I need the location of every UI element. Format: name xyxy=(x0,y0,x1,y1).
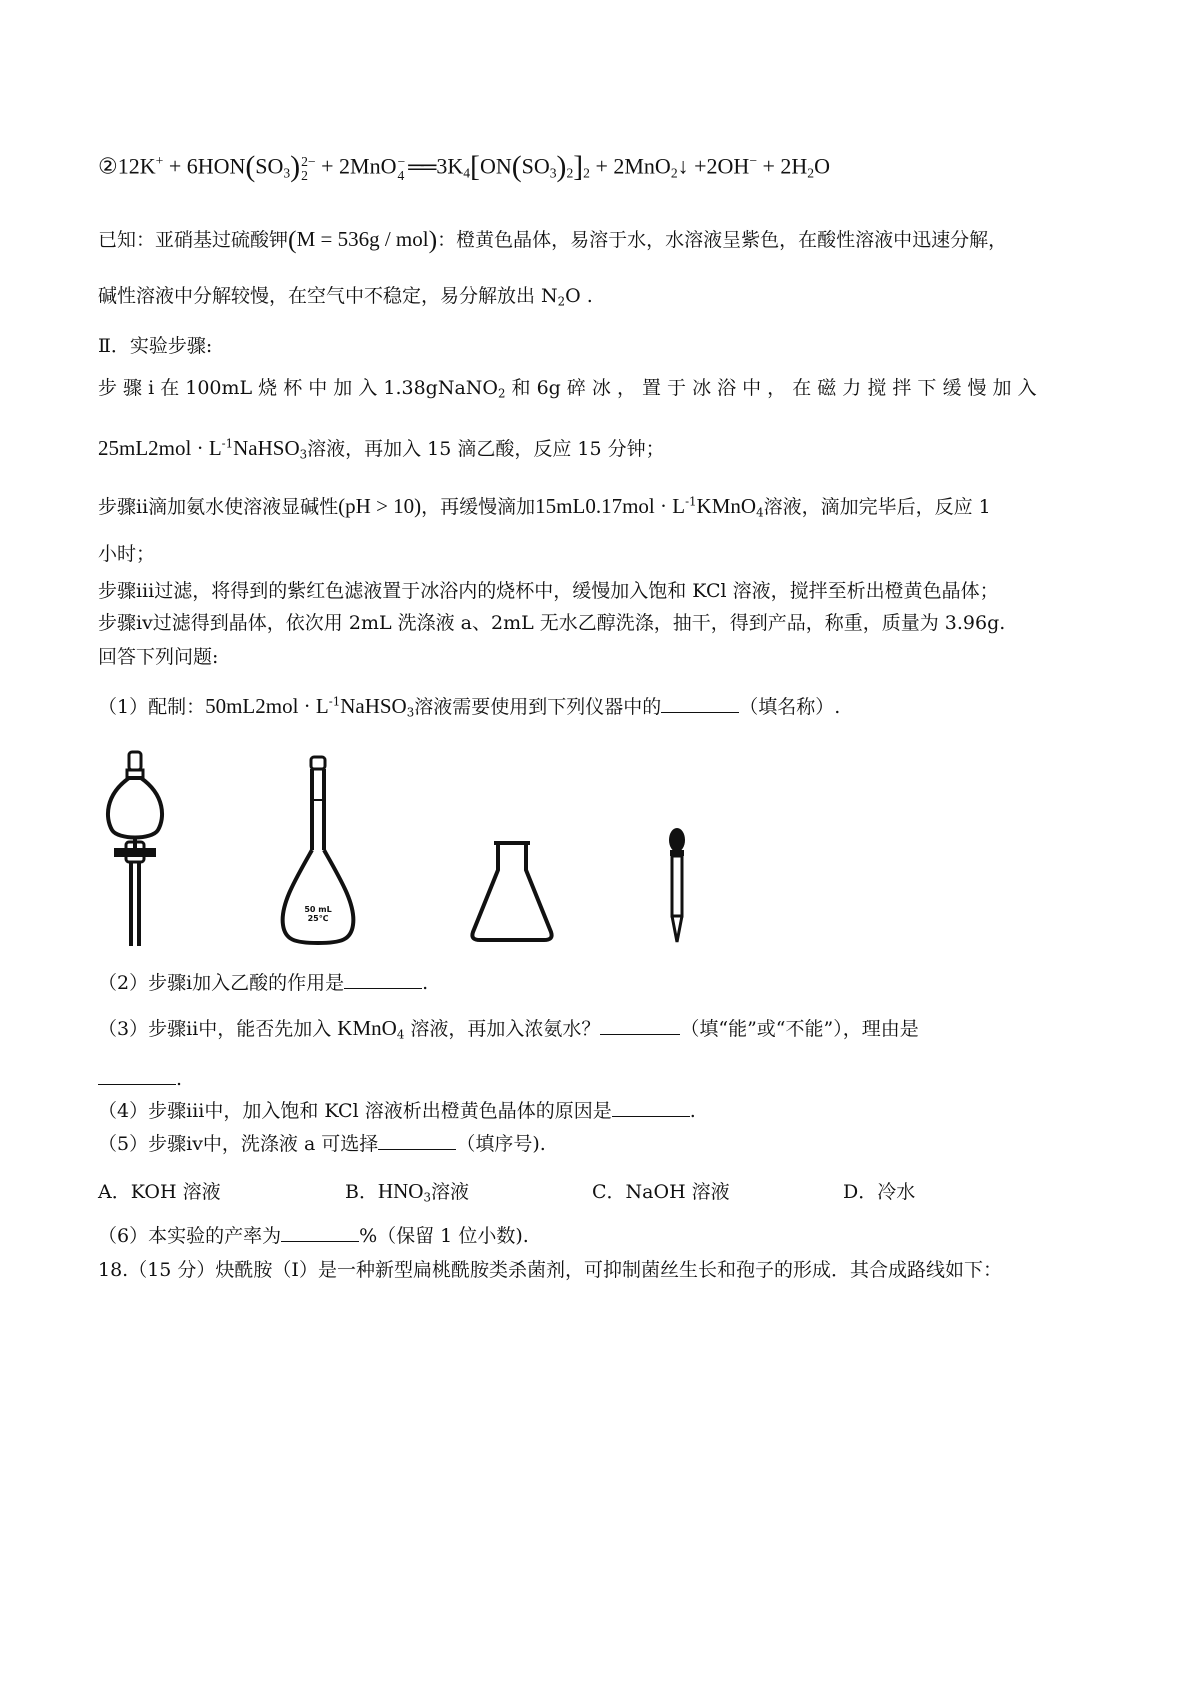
equation-marker: ② xyxy=(98,153,118,179)
step-4: 步骤ⅳ过滤得到晶体，依次用 2mL 洗涤液 a、2mL 无水乙醇洗涤，抽干，得到产品，称重，质量为 3.96g. xyxy=(98,612,1006,634)
option-b[interactable]: B．$HNO_3$溶液 xyxy=(345,1179,469,1205)
option-c[interactable]: C．NaOH 溶液 xyxy=(592,1181,730,1203)
question-2: （2）步骤ⅰ加入乙酸的作用是 . xyxy=(98,972,429,994)
question-5: （5）步骤ⅳ中，洗涤液 a 可选择 （填序号). xyxy=(98,1133,546,1155)
dropper-icon xyxy=(662,826,692,944)
flask-label: 50 mL 25℃ xyxy=(304,905,332,924)
separatory-funnel-icon xyxy=(100,750,170,950)
question-4: （4）步骤ⅲ中，加入饱和 KCl 溶液析出橙黄色晶体的原因是 . xyxy=(98,1100,696,1122)
answer-blank[interactable] xyxy=(344,987,422,989)
equals-arrow: ══ xyxy=(408,153,434,179)
reaction-equation: ②12K+ + $6HON(SO_3)$ 2− 2 + 2MnO − 4 ══ $3K_4[ON(SO_3)_2]_2$ + 2MnO$_2$↓ $+2OH^- + 2H_2O$ xyxy=(98,151,830,183)
steps-heading: Ⅱ．实验步骤: xyxy=(98,335,213,357)
question-18: 18.（15 分）炔酰胺（I）是一种新型扁桃酰胺类杀菌剂，可抑制菌丝生长和孢子的形成．其合成路线如下： xyxy=(98,1259,1002,1281)
question-3-line-2: . xyxy=(98,1068,182,1091)
answer-blank[interactable] xyxy=(281,1240,359,1242)
question-3: （3）步骤ⅱ中，能否先加入 KMnO$_4$ 溶液，再加入浓氨水？ （填“能”或“不能”），理由是 xyxy=(98,1016,919,1042)
step-3: 步骤ⅲ过滤，将得到的紫红色滤液置于冰浴内的烧杯中，缓慢加入饱和 KCl 溶液，搅拌至析出橙黄色晶体； xyxy=(98,580,999,602)
answer-blank[interactable] xyxy=(98,1083,176,1085)
answer-blank[interactable] xyxy=(378,1148,456,1150)
step-2-line-1: 步骤ⅱ滴加氨水使溶液显碱性(pH > 10)，再缓慢滴加$15mL0.17mol \cdot L^{-1}KMnO_4$溶液，滴加完毕后，反应 1 xyxy=(98,494,991,520)
question-6: （6）本实验的产率为 %（保留 1 位小数). xyxy=(98,1225,529,1247)
step-1-line-2: $25mL2mol \cdot L^{-1}NaHSO_3$溶液，再加入 15 滴乙酸，反应 15 分钟； xyxy=(98,436,665,462)
volumetric-flask-icon xyxy=(275,755,365,950)
questions-prompt: 回答下列问题: xyxy=(98,646,219,668)
answer-blank[interactable] xyxy=(612,1115,690,1117)
step-2-line-2: 小时； xyxy=(98,543,156,565)
option-a[interactable]: A．KOH 溶液 xyxy=(98,1181,221,1203)
answer-blank[interactable] xyxy=(661,711,739,713)
conical-flask-icon xyxy=(468,840,558,945)
known-line-2: 碱性溶液中分解较慢，在空气中不稳定，易分解放出 $N_2O$ . xyxy=(98,285,593,309)
step-1-line-1: 步 骤 ⅰ 在 100mL 烧 杯 中 加 入 1.38gNaNO$_2$ 和 6g 碎 冰 ， 置 于 冰 浴 中 ， 在 磁 力 搅 拌 下 缓 慢 加 入 xyxy=(98,377,1037,401)
option-d[interactable]: D．冷水 xyxy=(843,1181,916,1203)
known-line-1: 已知：亚硝基过硫酸钾(M = 536g / mol)：橙黄色晶体，易溶于水，水溶液呈紫色，在酸性溶液中迅速分解， xyxy=(98,225,1008,254)
question-1: （1）配制：$50mL2mol \cdot L^{-1}NaHSO_3$溶液需要使用到下列仪器中的 （填名称）. xyxy=(98,694,841,720)
answer-blank[interactable] xyxy=(600,1033,680,1035)
